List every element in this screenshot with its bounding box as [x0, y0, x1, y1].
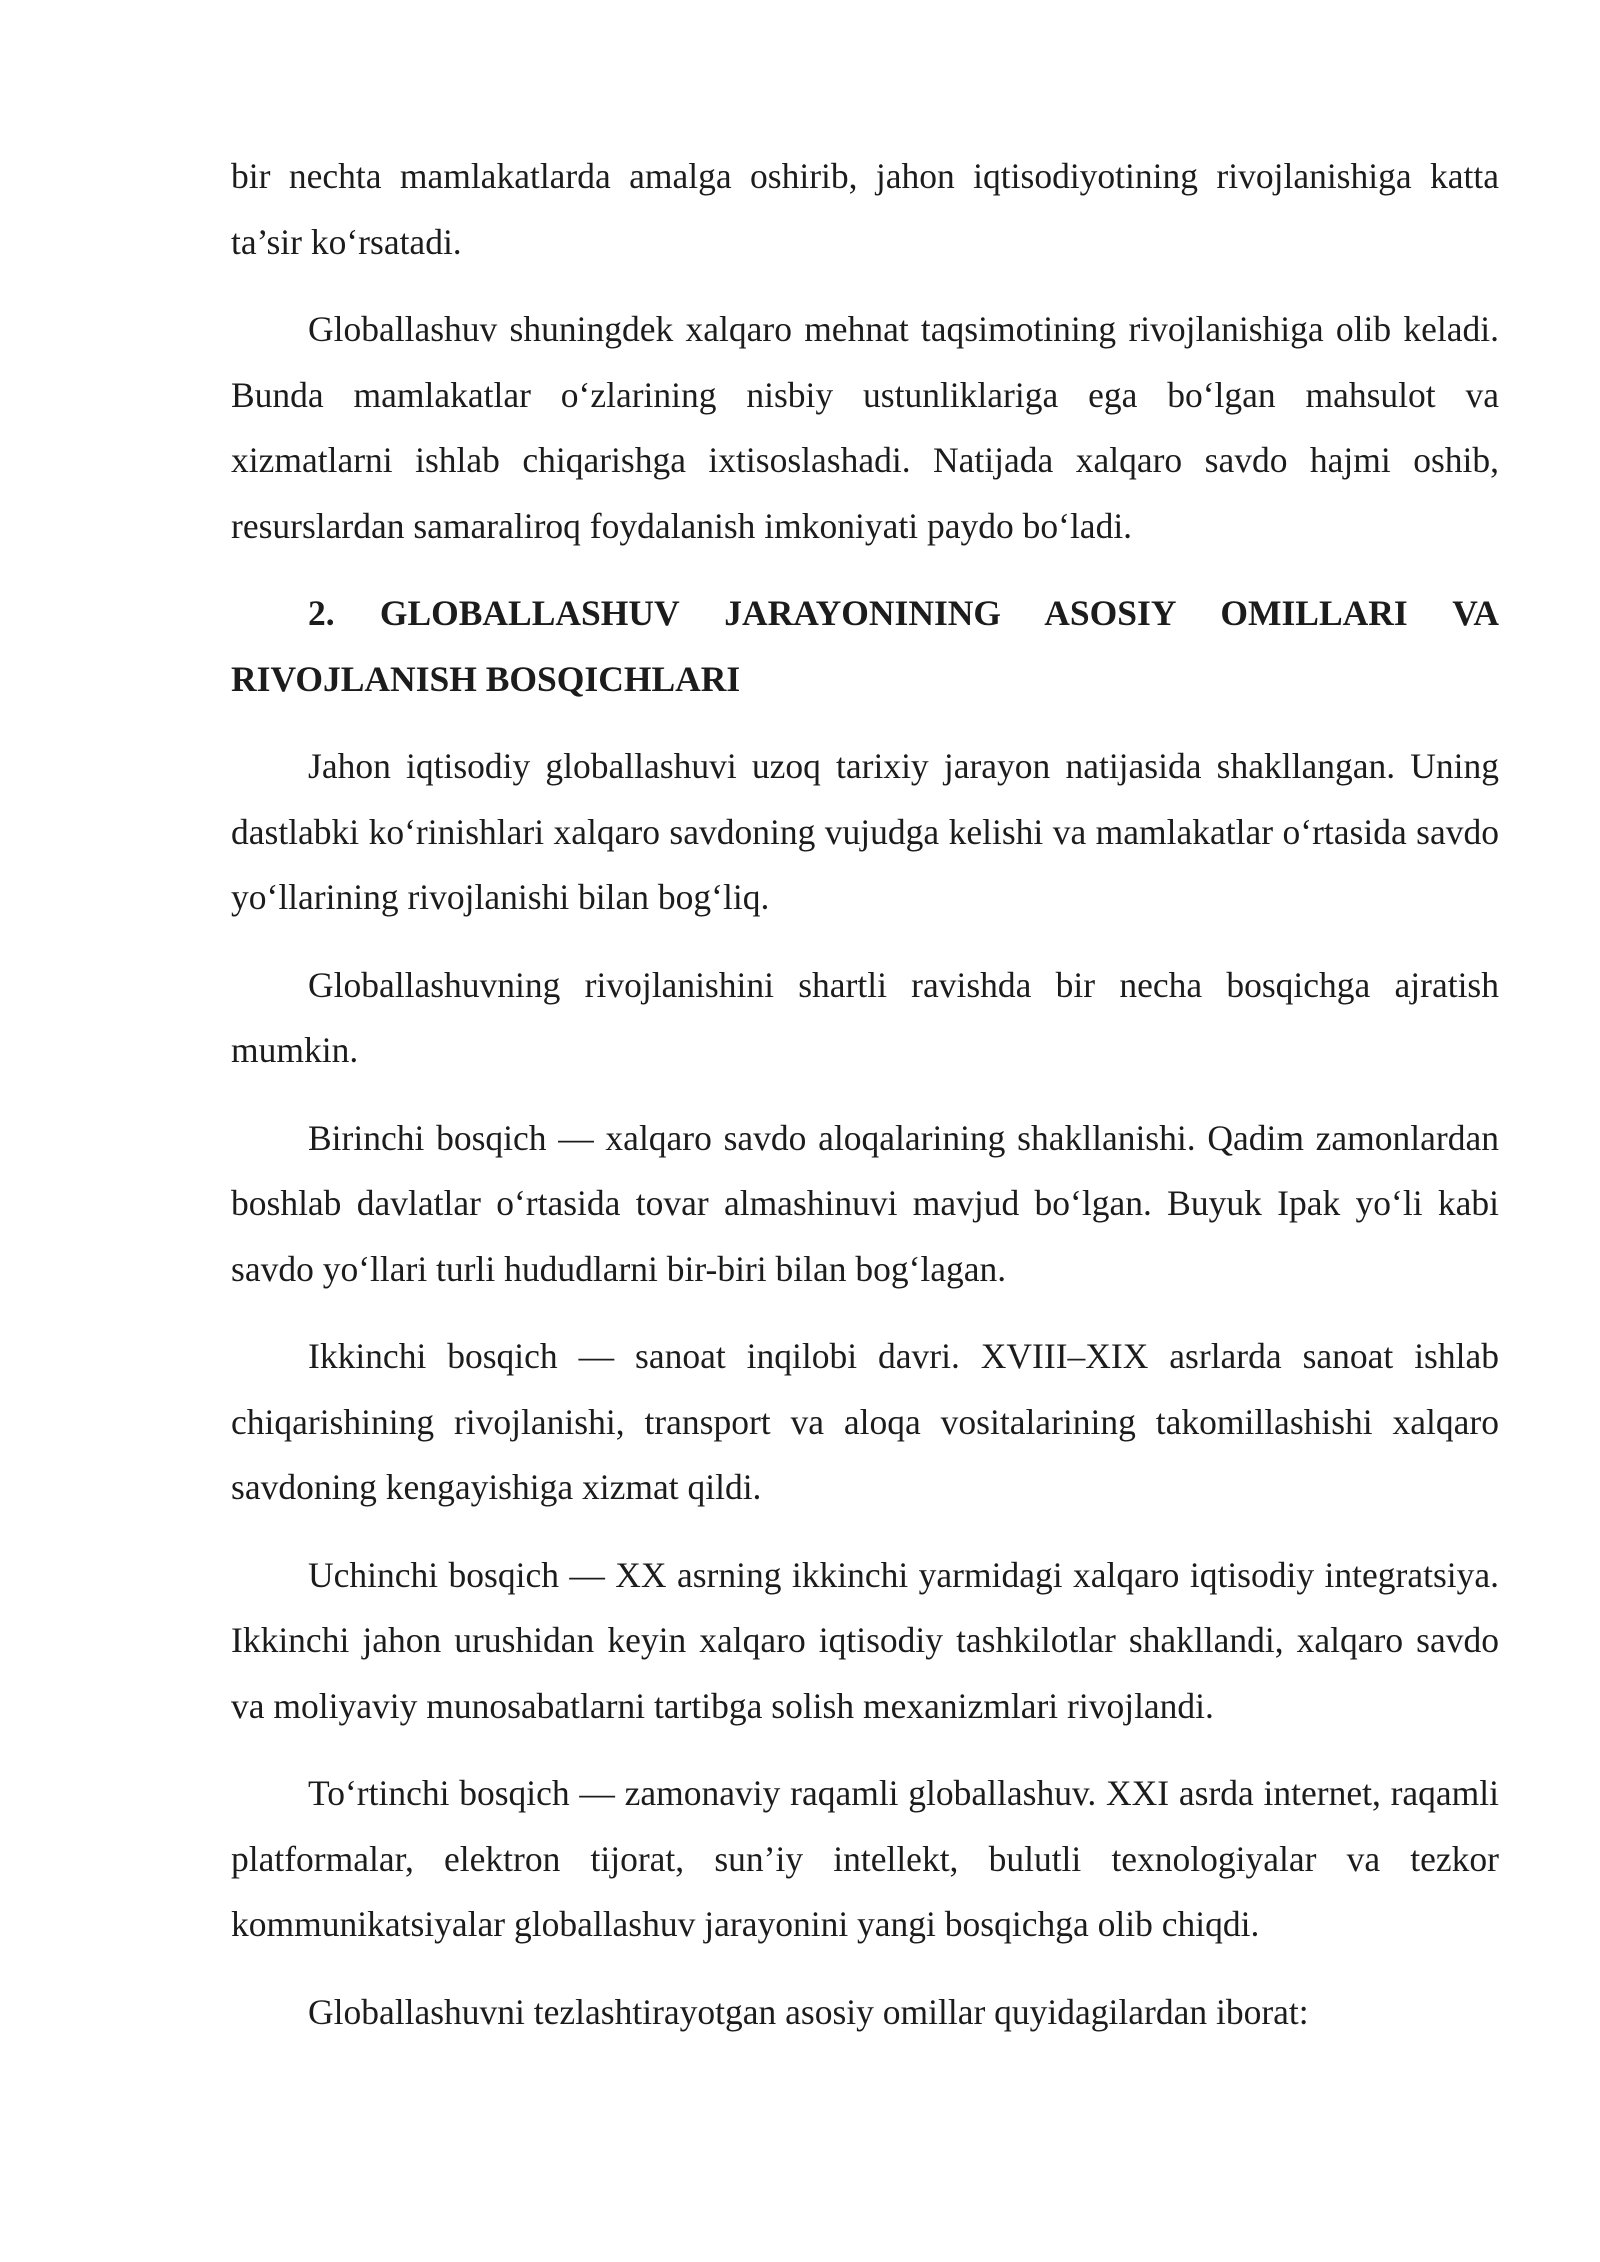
paragraph-stage-2: Ikkinchi bosqich — sanoat inqilobi davri. XVIII–XIX asrlarda sanoat ishlab chiqarishining rivojlanishi, transport va aloqa vositalarining takomillashishi xalqaro savdoning kengayishiga xizmat qildi. — [231, 1336, 1499, 1507]
document-body — [231, 144, 1499, 2067]
paragraph-labor-division: Globallashuv shuningdek xalqaro mehnat taqsimotining rivojlanishiga olib keladi. Bunda mamlakatlar o‘zlarining nisbiy ustunliklariga ega bo‘lgan mahsulot va xizmatlarni ishlab chiqarishga ixtisoslashadi. Natijada xalqaro savdo hajmi oshib, resurslardan samaraliroq foydalanish imkoniyati paydo bo‘ladi. — [231, 309, 1499, 546]
paragraph-history: Jahon iqtisodiy globallashuvi uzoq tarixiy jarayon natijasida shakllangan. Uning dastlabki ko‘rinishlari xalqaro savdoning vujudga kelishi va mamlakatlar o‘rtasida savdo yo‘llarining rivojlanishi bilan bog‘liq. — [231, 746, 1499, 917]
paragraph-stages-intro: Globallashuvning rivojlanishini shartli ravishda bir necha bosqichga ajratish mumkin. — [231, 964, 1499, 1070]
paragraph-stage-3: Uchinchi bosqich — XX asrning ikkinchi yarmidagi xalqaro iqtisodiy integratsiya. Ikkinchi jahon urushidan keyin xalqaro iqtisodiy tashkilotlar shakllandi, xalqaro savdo va moliyaviy munosabatlarni tartibga solish mexanizmlari rivojlandi. — [231, 1554, 1499, 1726]
paragraph-factors-intro: Globallashuvni tezlashtirayotgan asosiy omillar quyidagilardan iborat: — [308, 1991, 1309, 2032]
paragraph-continuation: bir nechta mamlakatlarda amalga oshirib, jahon iqtisodiyotining rivojlanishiga katta ta’sir ko‘rsatadi. — [231, 156, 1499, 262]
paragraph-stage-4: To‘rtinchi bosqich — zamonaviy raqamli globallashuv. XXI asrda internet, raqamli platformalar, elektron tijorat, sun’iy intellekt, bulutli texnologiyalar va tezkor kommunikatsiyalar globallashuv jarayonini yangi bosqichga olib chiqdi. — [231, 1773, 1499, 1944]
section-heading: 2. GLOBALLASHUV JARAYONINING ASOSIY OMILLARI VA RIVOJLANISH BOSQICHLARI — [231, 593, 1499, 699]
paragraph-stage-1: Birinchi bosqich — xalqaro savdo aloqalarining shakllanishi. Qadim zamonlardan boshlab davlatlar o‘rtasida tovar almashinuvi mavjud bo‘lgan. Buyuk Ipak yo‘li kabi savdo yo‘llari turli hududlarni bir-biri bilan bog‘lagan. — [231, 1117, 1499, 1289]
